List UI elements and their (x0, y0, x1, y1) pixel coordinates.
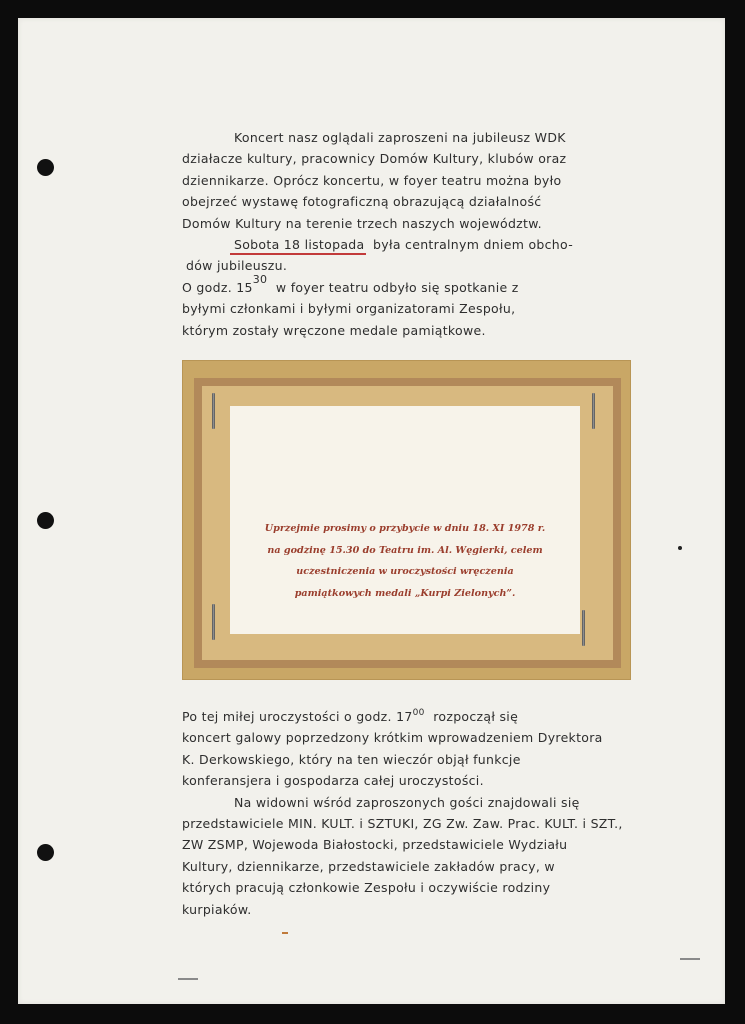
clip-bottom-right (582, 610, 585, 646)
text-fragment: w foyer teatru odbyło się spotkanie z (275, 279, 519, 295)
text-line: Koncert nasz oglądali zaproszeni na jubileusz WDK (234, 130, 566, 145)
paragraph-gala (182, 706, 623, 920)
text-fragment: Po tej miłej uroczystości o godz. 17 (182, 709, 413, 724)
binder-hole-bottom (37, 844, 54, 861)
paper-mark (680, 958, 700, 960)
text-line: dów jubileuszu. (186, 258, 288, 274)
time-superscript: 30 (252, 272, 268, 286)
clip-bottom-left (212, 604, 215, 640)
text-fragment: rozpoczął się (433, 709, 519, 724)
text-line (182, 272, 573, 298)
text-line: których pracują członkowie Zespołu i oczywiście rodziny (182, 880, 551, 896)
paper-mark (178, 978, 198, 980)
invitation-photo (182, 360, 631, 680)
text-line: Kultury, dziennikarze, przedstawiciele zakładów pracy, w (182, 858, 555, 874)
invitation-line: na godzinę 15.30 do Teatru im. Al. Węgierki, celem (267, 544, 543, 556)
invitation-line: pamiątkowych medali „Kurpi Zielonych”. (294, 587, 516, 599)
text-line: byłymi członkami i byłymi organizatorami Zespołu, (182, 301, 516, 317)
text-line (182, 234, 573, 255)
clip-top-left (212, 393, 215, 429)
text-line: przedstawiciele MIN. KULT. i SZTUKI, ZG Zw. Zaw. Prac. KULT. i SZT., (182, 815, 623, 831)
text-line: działacze kultury, pracownicy Domów Kultury, klubów oraz (182, 151, 567, 167)
paragraph-audience (182, 127, 573, 341)
invitation-line: Uprzejmie prosimy o przybycie w dniu 18. XI 1978 r. (264, 523, 546, 534)
text-line (182, 706, 623, 727)
invitation-card (230, 406, 580, 634)
paper-mark (282, 932, 288, 934)
text-line: którym zostały wręczone medale pamiątkowe. (182, 322, 486, 338)
text-fragment: była centralnym dniem obcho- (373, 236, 574, 252)
text-line: dziennikarze. Oprócz koncertu, w foyer teatru można było (182, 172, 562, 188)
text-line: koncert galowy poprzedzony krótkim wprowadzeniem Dyrektora (182, 730, 603, 746)
text-line: ZW ZSMP, Wojewoda Białostocki, przedstawiciele Wydziału (182, 837, 568, 853)
text-line: obejrzeć wystawę fotograficzną obrazującą działalność (182, 194, 542, 210)
invitation-line: uczestniczenia w uroczystości wręczenia (296, 566, 514, 577)
text-line: konferansjera i gospodarza całej uroczystości. (182, 773, 484, 789)
text-line: K. Derkowskiego, który na ten wieczór objął funkcje (182, 751, 521, 767)
text-fragment: O godz. 15 (182, 279, 253, 295)
binder-hole-middle (37, 512, 54, 529)
clip-top-right (592, 393, 595, 429)
underlined-date: Sobota 18 listopada (234, 236, 365, 252)
time-superscript: 00 (412, 708, 425, 718)
text-line: Na widowni wśród zaproszonych gości znajdowali się (234, 794, 580, 810)
paper-speck (678, 546, 682, 550)
text-line: Domów Kultury na terenie trzech naszych województw. (182, 215, 542, 231)
binder-hole-top (37, 159, 54, 176)
text-line: kurpiaków. (182, 901, 252, 917)
invitation-text (230, 518, 580, 604)
